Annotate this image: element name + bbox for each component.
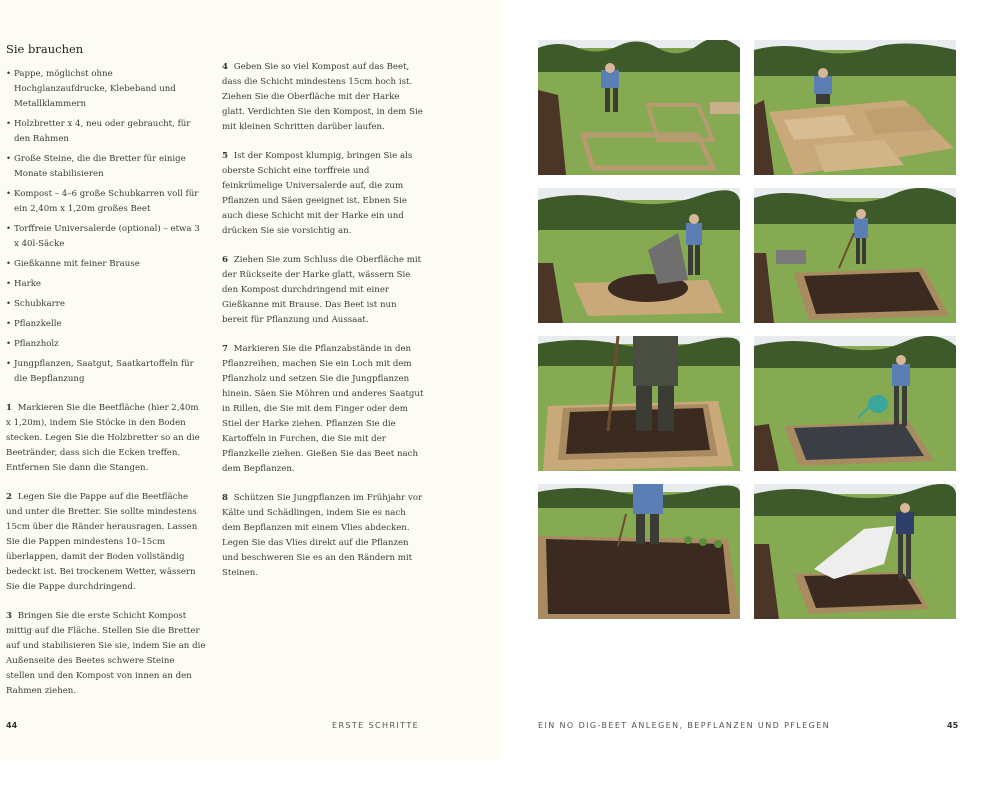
- step-number: 8: [222, 493, 228, 503]
- step-7: [222, 342, 424, 477]
- step-number: 7: [222, 344, 228, 354]
- photo-raking-compost: [754, 188, 956, 323]
- right-page-number: 45: [947, 721, 959, 730]
- photo-step-4: [754, 188, 956, 323]
- step-text: Schützen Sie Jungpflanzen im Frühjahr vor Kälte und Schädlingen, indem Sie es nach dem Bepflanzen mit einem Vlies abdecken. Legen Sie das Vlies direkt auf die Pflanzen und beschweren Sie es an den Rändern mit Steinen.: [222, 493, 423, 578]
- right-running-head: EIN NO DIG-BEET ANLEGEN, BEPFLANZEN UND PFLEGEN: [538, 721, 831, 730]
- step-number: 1: [6, 403, 12, 413]
- left-page: [0, 0, 500, 760]
- photo-treading-compost: [538, 336, 740, 471]
- step-text: Legen Sie die Pappe auf die Beetfläche und unter die Bretter. Sie sollte mindestens 15cm über die Ränder herausragen. Lassen Sie die Pappen mindestens 10–15cm überlappen, damit der Boden vollständig bedeckt ist. Bei trockenem Wetter, wässern Sie die Pappe durchdringend.: [6, 492, 198, 592]
- step-number: 2: [6, 492, 12, 502]
- list-item: • Pflanzkelle: [6, 317, 206, 332]
- step-text: Markieren Sie die Pflanzabstände in den Pflanzreihen, machen Sie ein Loch mit dem Pflanzholz und setzen Sie die Jungpflanzen hinein. Säen Sie Möhren und anderes Saatgut in Rillen, die Sie mit dem Finger oder dem Stiel der Harke ziehen. Pflanzen Sie die Kartoffeln in Furchen, die Sie mit der Pflanzkelle ziehen. Gießen Sie das Beet nach dem Bepflanzen.: [222, 344, 424, 474]
- step-text: Bringen Sie die erste Schicht Kompost mittig auf die Fläche. Stellen Sie die Bretter auf und stabilisieren Sie sie, indem Sie an die Außenseite des Beetes schwere Steine stellen und den Kompost von innen an den Rahmen ziehen.: [6, 611, 206, 696]
- photo-watering-bed: [754, 336, 956, 471]
- list-item: • Gießkanne mit feiner Brause: [6, 257, 206, 272]
- step-5: [222, 149, 424, 239]
- list-item: • Schubkarre: [6, 297, 206, 312]
- materials-list: [6, 67, 206, 387]
- photo-planting: [538, 484, 740, 619]
- list-item: • Große Steine, die die Bretter für einige Monate stabilisieren: [6, 152, 206, 182]
- step-text: Markieren Sie die Beetfläche (hier 2,40m x 1,20m), indem Sie Stöcke in den Boden stecken. Legen Sie die Holzbretter so an die Beetränder, dass sich die Ecken treffen. Entfernen Sie dann die Stangen.: [6, 403, 200, 473]
- photo-step-5: [538, 336, 740, 471]
- photo-step-3: [538, 188, 740, 323]
- step-2: [6, 490, 206, 595]
- step-1: [6, 401, 206, 476]
- list-item: • Harke: [6, 277, 206, 292]
- photo-laying-cardboard: [754, 40, 956, 175]
- list-item: • Holzbretter x 4, neu oder gebraucht, für den Rahmen: [6, 117, 206, 147]
- step-text: Ist der Kompost klumpig, bringen Sie als oberste Schicht eine torffreie und feinkrümelige Universalerde auf, die zum Pflanzen und Säen geeignet ist. Ebnen Sie auch diese Schicht mit der Harke ein und drücken Sie sie vorsichtig an.: [222, 151, 413, 236]
- list-item: • Pappe, möglichst ohne Hochglanzaufdrucke, Klebeband und Metallklammern: [6, 67, 206, 112]
- step-6: [222, 253, 424, 328]
- left-running-head: ERSTE SCHRITTE: [332, 721, 420, 730]
- step-number: 4: [222, 62, 228, 72]
- list-item: • Torffreie Universalerde (optional) – etwa 3 x 40l-Säcke: [6, 222, 206, 252]
- materials-column: [6, 42, 206, 713]
- step-number: 6: [222, 255, 228, 265]
- step-number: 3: [6, 611, 12, 621]
- photo-dumping-compost: [538, 188, 740, 323]
- step-text: Geben Sie so viel Kompost auf das Beet, dass die Schicht mindestens 15cm hoch ist. Ziehen Sie die Oberfläche mit der Harke glatt. Verdichten Sie den Kompost, in dem Sie mit kleinen Schritten darüber laufen.: [222, 62, 423, 132]
- list-item: • Kompost – 4–6 große Schubkarren voll für ein 2,40m x 1,20m großes Beet: [6, 187, 206, 217]
- step-4: [222, 60, 424, 135]
- list-item: • Pflanzholz: [6, 337, 206, 352]
- step-3: [6, 609, 206, 699]
- photo-step-7: [538, 484, 740, 619]
- steps-column: [222, 60, 424, 595]
- photo-covering-fleece: [754, 484, 956, 619]
- step-text: Ziehen Sie zum Schluss die Oberfläche mit der Rückseite der Harke glatt, wässern Sie den Kompost durchdringend mit einer Gießkanne mit Brause. Das Beet ist nun bereit für Pflanzung und Aussaat.: [222, 255, 422, 325]
- photo-step-1: [538, 40, 740, 175]
- photo-step-6: [754, 336, 956, 471]
- step-number: 5: [222, 151, 228, 161]
- photo-marking-bed: [538, 40, 740, 175]
- right-page: [500, 0, 1000, 760]
- step-8: [222, 491, 424, 581]
- photo-step-2: [754, 40, 956, 175]
- materials-heading: Sie brauchen: [6, 42, 84, 56]
- photo-step-8: [754, 484, 956, 619]
- left-page-number: 44: [6, 721, 18, 730]
- list-item: • Jungpflanzen, Saatgut, Saatkartoffeln für die Bepflanzung: [6, 357, 206, 387]
